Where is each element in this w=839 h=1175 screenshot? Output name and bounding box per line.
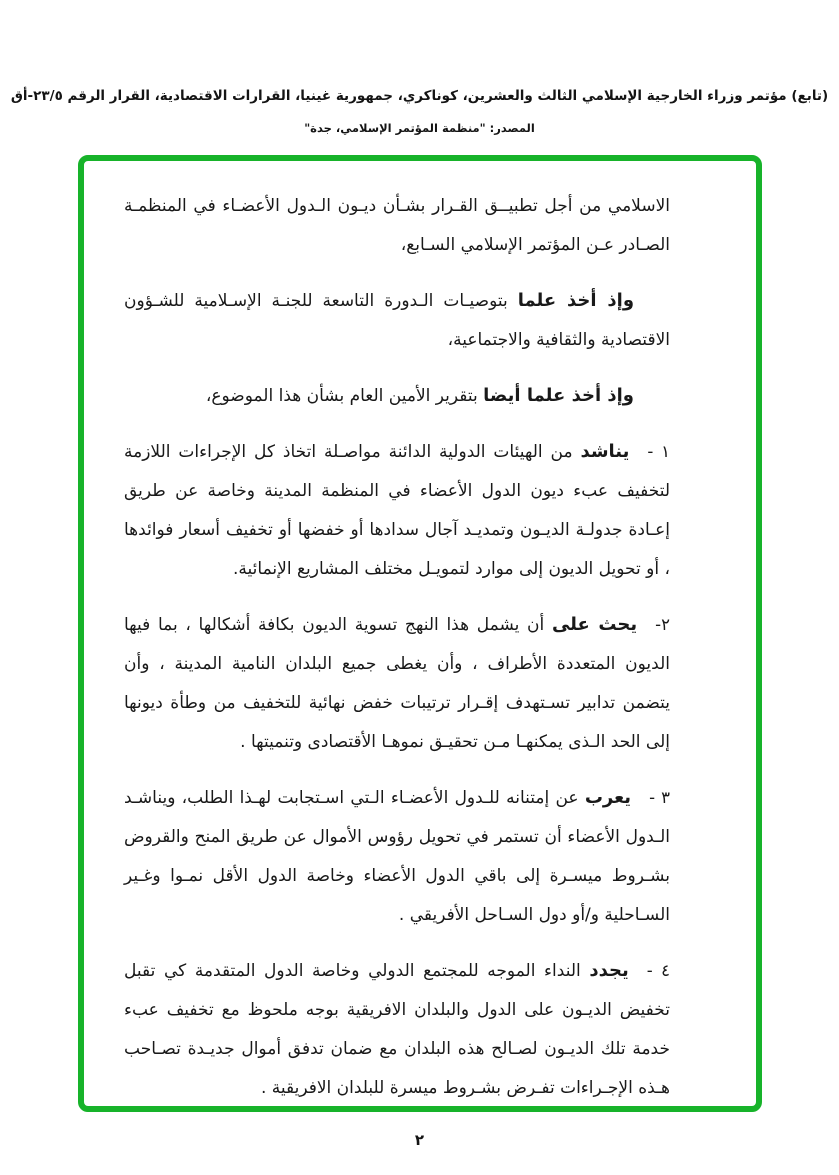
resolution-item	[124, 432, 670, 589]
document-header-source: المصدر: "منظمة المؤتمر الإسلامي، جدة"	[304, 121, 535, 135]
item-number: ٢-	[655, 615, 670, 634]
item-number: ٤ -	[646, 961, 670, 980]
intro-lead: وإذ أخذ علما أيضا	[483, 385, 634, 406]
item-lead: يعرب	[584, 787, 632, 808]
resolution-item	[124, 605, 670, 762]
page-number: ٢	[414, 1131, 425, 1149]
item-text: من الهيئات الدولية الدائنة مواصـلة اتخاذ كل الإجراءات اللازمة لتخفيف عبء ديون الدول الأعضاء في المنظمة المدينة وخاصة عن طريق إعـادة جدولـة الديـون وتمديـد آجال سدادها أو خفضها أو تخفيف أسعار فوائدها ، أو تحويل الديون إلى موارد لتمويـل مختلف المشاريع الإنمائية.	[124, 442, 670, 579]
intro-paragraph	[124, 281, 670, 360]
intro-text: بتوصيـات الـدورة التاسعة للجنـة الإسـلامية للشـؤون الاقتصادية والثقافية والاجتماعية،	[124, 291, 670, 350]
item-text: أن يشمل هذا النهج تسوية الديون بكافة أشكالها ، بما فيها الديون المتعددة الأطراف ، وأن يغطى جميع البلدان النامية المدينة ، وأن يتضمن تدابير تسـتهدف إقـرار ترتيبات خفض نهائية للتخفيف من وطأة ديونها إلى الحد الـذى يمكنهـا مـن تحقيـق نموهـا الأقتصادى وتنميتها .	[124, 615, 670, 752]
item-text: عن إمتنانه للـدول الأعضـاء الـتي اسـتجابت لهـذا الطلب، ويناشـد الـدول الأعضاء أن تستمر في تحويل رؤوس الأموال عن طريق المنح والقروض بشـروط ميسـرة إلى باقي الدول الأعضاء وخاصة الدول الأقل نمـوا وغـير السـاحلية و/أو دول السـاحل الأفريقي .	[124, 788, 670, 925]
resolution-item	[124, 951, 670, 1108]
document-header-title: (تابع) مؤتمر وزراء الخارجية الإسلامي الثالث والعشرين، كوناكري، جمهورية غينيا، القرارات الاقتصادية، القرار الرقم ٢٣/٥-أق	[10, 88, 829, 104]
intro-paragraph	[124, 186, 670, 265]
item-lead: يحث على	[551, 614, 638, 635]
intro-lead: وإذ أخذ علما	[517, 290, 635, 311]
intro-text: بتقرير الأمين العام بشأن هذا الموضوع،	[205, 386, 484, 406]
intro-paragraph	[124, 376, 670, 416]
item-number: ١ -	[647, 442, 670, 461]
resolution-text-block	[124, 186, 670, 1108]
resolution-item	[124, 778, 670, 935]
item-lead: يناشد	[580, 441, 630, 462]
intro-text: الاسلامي من أجل تطبيــق القـرار بشـأن ديـون الـدول الأعضـاء في المنظمـة الصـادر عـن المؤتمر الإسلامي السـابع،	[124, 196, 670, 255]
green-frame	[78, 155, 762, 1112]
item-text: النداء الموجه للمجتمع الدولي وخاصة الدول المتقدمة كي تقبل تخفيض الديـون على الدول والبلدان الافريقية بوجه ملحوظ مع تخفيف عبء خدمة تلك الديـون لصـالح هذه البلدان مع ضمان تدفق أموال جديـدة تصـاحب هـذه الإجـراءات تفـرض بشـروط ميسرة للبلدان الافريقية .	[124, 961, 670, 1098]
item-lead: يجدد	[589, 960, 629, 981]
item-number: ٣ -	[649, 788, 670, 807]
